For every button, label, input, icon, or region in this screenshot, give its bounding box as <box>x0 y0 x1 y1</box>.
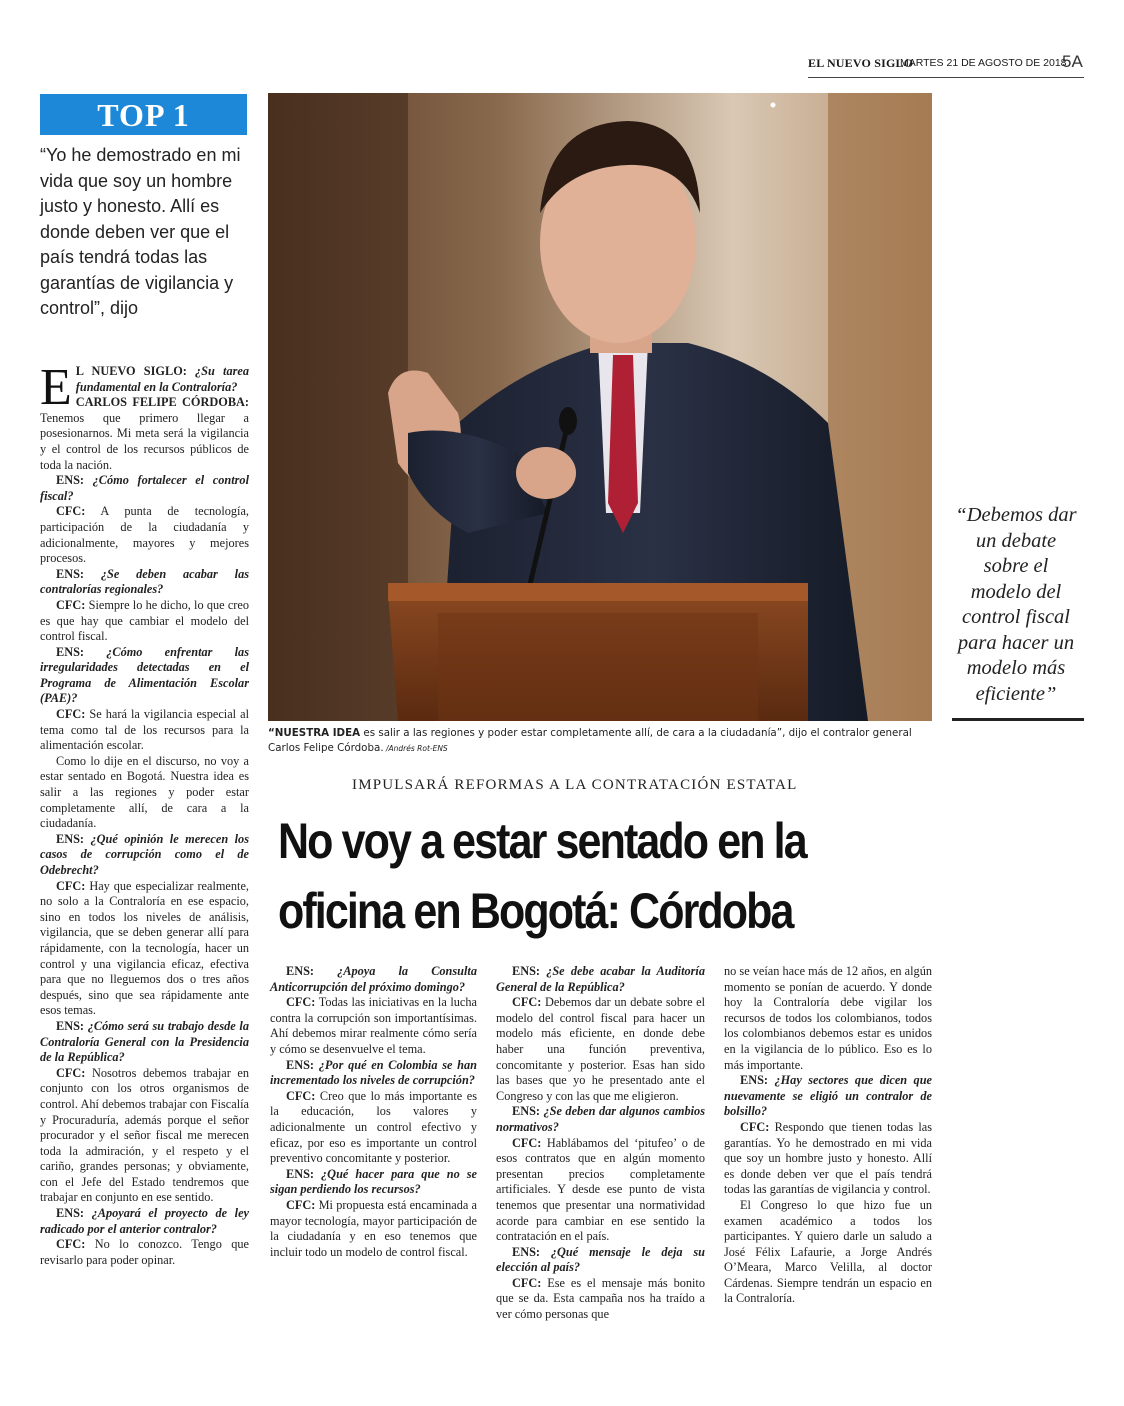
article-column-2 <box>270 964 477 1260</box>
paragraph-text: Hay que especializar realmente, no solo a la Contraloría en ese espacio, sino en todos los niveles de análisis, vigilancia, que se deben generar allí para rápidamente, con la tecnología, hacer un control y una vigilancia eficaz, efectiva para que no lleguemos dos o tres años después, sino que sea rápidamente ante esos temas. <box>40 878 249 1018</box>
paragraph-text: ¿Se debe acabar la Auditoría General de la República? <box>496 964 705 994</box>
speaker-tag: ENS: <box>286 1057 315 1072</box>
paragraph-text: Mi propuesta está encaminada a mayor tecnología, mayor participación de la ciudadanía y en eso tenemos que incluir todo un modelo de control fiscal. <box>270 1197 477 1259</box>
interview-answer <box>724 1198 932 1307</box>
intro-answer: Tenemos que primero llegar a posesionarnos. Mi meta será la vigilancia y el control de los recursos públicos de toda la nación. <box>40 410 249 472</box>
top-quote: “Yo he demostrado en mi vida que soy un hombre justo y honesto. Allí es donde deben ver que el país tendrá todas las garantías de vigilancia y control”, dijo <box>40 145 241 318</box>
speaker-tag: ENS: <box>512 964 541 978</box>
speaker-tag: ENS: <box>286 964 315 978</box>
article-intro <box>40 359 249 473</box>
paragraph-text: Siempre lo he dicho, lo que creo es que hay que cambiar el modelo del control fiscal. <box>40 597 249 644</box>
article-column-4 <box>724 964 932 1307</box>
interview-answer <box>496 1136 705 1245</box>
headline-line-2: oficina en Bogotá: Córdoba <box>278 883 793 939</box>
interview-answer <box>40 598 249 645</box>
kicker: IMPULSARÁ REFORMAS A LA CONTRATACIÓN ESTATAL <box>352 777 798 793</box>
page-number: 5A <box>1062 52 1083 71</box>
speaker-tag: CFC: <box>286 995 316 1010</box>
interview-question <box>496 1104 705 1135</box>
speaker-tag: CFC: <box>512 1275 542 1290</box>
paragraph-text: El Congreso lo que hizo fue un examen académico a todos los participantes. Y quiero darle un saludo a José Félix Lafaurie, a Jorge Andrés O’Meara, Marco Velilla, al doctor Cárdenas. Siempre tendrán un espacio en la Contraloría. <box>724 1197 932 1306</box>
paragraph-text: Ese es el mensaje más bonito que se da. Esta campaña nos ha traído a ver cómo personas que <box>496 1275 705 1322</box>
interview-question <box>496 1245 705 1276</box>
interview-question <box>270 964 477 995</box>
pull-quote: “Debemos dar un debate sobre el modelo del control fiscal para hacer un modelo más eficiente” <box>955 504 1077 705</box>
speaker-tag: ENS: <box>512 1104 541 1119</box>
interview-answer <box>40 879 249 1019</box>
paragraph-text: Todas las iniciativas en la lucha contra la corrupción son importantísimas. Ahí debemos mirar realmente cómo sería y cómo se desenvuelve el tema. <box>270 995 477 1056</box>
interview-answer <box>40 754 249 832</box>
paragraph-text: Como lo dije en el discurso, no voy a estar sentado en Bogotá. Nuestra idea es salir a las regiones y poder estar completamente allí, de cara a la ciudadanía. <box>40 753 249 831</box>
paragraph-text: ¿Qué opinión le merecen los casos de corrupción como el de Odebrecht? <box>40 831 249 877</box>
intro-who: L NUEVO SIGLO: <box>75 364 187 378</box>
left-paragraphs <box>40 473 249 1019</box>
speaker-tag: ENS: <box>56 644 85 659</box>
speaker-tag: ENS: <box>286 1166 315 1181</box>
headline <box>278 806 863 946</box>
speaker-tag: ENS: <box>56 831 85 846</box>
top-label: TOP 1 <box>97 97 190 133</box>
article-column-3 <box>496 964 705 1323</box>
paragraph-text: ¿Cómo fortalecer el control fiscal? <box>40 473 249 503</box>
left-tail-paragraphs <box>40 1019 249 1269</box>
interview-answer <box>40 504 249 566</box>
interview-answer <box>724 1120 932 1198</box>
interview-answer <box>724 964 932 1073</box>
interview-question <box>40 645 249 707</box>
speaker-tag: ENS: <box>56 1018 85 1033</box>
interview-question <box>40 473 249 504</box>
interview-question <box>40 1019 249 1066</box>
paragraph-text: ¿Apoya la Consulta Anticorrupción del próximo domingo? <box>270 964 477 994</box>
photo-caption <box>268 726 932 756</box>
interview-question <box>40 1206 249 1237</box>
speaker-illustration <box>268 93 932 721</box>
paragraph-text: ¿Qué hacer para que no se sigan perdiendo los recursos? <box>270 1166 477 1197</box>
caption-text: es salir a las regiones y poder estar completamente allí, de cara a la ciudadanía”, dijo el contralor general Carlos Felipe Córdoba. <box>268 727 912 754</box>
speaker-tag: CFC: <box>56 597 86 612</box>
interview-answer <box>40 1237 249 1268</box>
header-rule <box>808 77 1084 78</box>
paragraph-text: ¿Hay sectores que dicen que nuevamente se eligió un contralor de bolsillo? <box>724 1073 932 1119</box>
interview-question <box>40 832 249 879</box>
interview-answer <box>496 1276 705 1323</box>
article-column-left <box>40 359 249 1268</box>
pull-quote-rule <box>952 718 1084 721</box>
page-header <box>808 52 1088 76</box>
speaker-tag: CFC: <box>56 707 86 722</box>
interview-question <box>270 1167 477 1198</box>
speaker-tag: ENS: <box>56 1206 85 1221</box>
speaker-tag: ENS: <box>740 1073 769 1088</box>
interview-answer <box>270 995 477 1057</box>
intro-answer-who: CARLOS FELIPE CÓRDOBA: <box>75 395 249 410</box>
interview-answer <box>496 995 705 1104</box>
interview-question <box>724 1073 932 1120</box>
paragraph-text: No lo conozco. Tengo que revisarlo para poder opinar. <box>40 1237 249 1267</box>
paragraph-text: ¿Se deben acabar las contralorías regionales? <box>40 566 249 597</box>
paragraph-text: no se veían hace más de 12 años, en algún momento se ponían de acuerdo. Y donde hoy la Contraloría debe vigilar los recursos de todos los colombianos, todos los colombianos debemos estar es unidos en la vigilancia de lo público. Eso es lo más importante. <box>724 964 932 1072</box>
paragraph-text: ¿Apoyará el proyecto de ley radicado por el anterior contralor? <box>40 1206 249 1236</box>
speaker-tag: ENS: <box>56 566 85 581</box>
speaker-tag: CFC: <box>512 1135 542 1150</box>
interview-answer <box>40 707 249 754</box>
issue-date: MARTES 21 DE AGOSTO DE 2018 <box>900 57 1067 69</box>
caption-lead: “NUESTRA IDEA <box>268 727 361 739</box>
speaker-tag: CFC: <box>56 1237 86 1252</box>
speaker-tag: CFC: <box>286 1197 316 1212</box>
paragraph-text: ¿Cómo enfrentar las irregularidades detectadas en el Programa de Alimentación Escolar (PAE)? <box>40 644 249 706</box>
interview-question <box>270 1058 477 1089</box>
interview-answer <box>40 1066 249 1206</box>
interview-answer <box>270 1089 477 1167</box>
interview-question <box>40 567 249 598</box>
top-badge <box>40 94 247 135</box>
speaker-tag: CFC: <box>56 878 86 893</box>
newspaper-name: EL NUEVO SIGLO <box>808 56 914 70</box>
paragraph-text: Se hará la vigilancia especial al tema como tal de los recursos para la alimentación escolar. <box>40 707 249 753</box>
headline-line-1: No voy a estar sentado en la <box>278 813 806 869</box>
speaker-photo <box>268 93 932 721</box>
photo-credit: /Andrés Rot-ENS <box>383 744 448 753</box>
intro-question: ¿Su tarea fundamental en la Contraloría? <box>75 364 249 394</box>
paragraph-text: A punta de tecnología, participación de la ciudadanía y adicionalmente, mayores y mejores procesos. <box>40 504 249 566</box>
paragraph-text: Respondo que tienen todas las garantías. Yo he demostrado en mi vida que soy un hombre justo y honesto. Allí es donde deben ver que el país tendrá todas las garantías de vigilancia y control. <box>724 1119 932 1197</box>
dropcap: E <box>40 359 72 416</box>
interview-answer <box>270 1198 477 1260</box>
speaker-tag: CFC: <box>56 504 86 519</box>
speaker-tag: CFC: <box>512 995 542 1010</box>
speaker-tag: CFC: <box>740 1119 770 1134</box>
speaker-tag: CFC: <box>56 1065 86 1080</box>
interview-question <box>496 964 705 995</box>
paragraph-text: ¿Por qué en Colombia se han incrementado los niveles de corrupción? <box>270 1057 477 1088</box>
speaker-tag: ENS: <box>512 1244 541 1259</box>
paragraph-text: Creo que lo más importante es la educación, los valores y adicionalmente un control efectivo y eficaz, por eso es importante un control preventivo concomitante y posterior. <box>270 1088 477 1166</box>
paragraph-text: ¿Se deben dar algunos cambios normativos? <box>496 1104 705 1134</box>
paragraph-text: ¿Qué mensaje le deja su elección al país? <box>496 1244 705 1275</box>
speaker-tag: CFC: <box>286 1088 316 1103</box>
paragraph-text: ¿Cómo será su trabajo desde la Contraloría General con la Presidencia de la República? <box>40 1018 249 1065</box>
paragraph-text: Debemos dar un debate sobre el modelo del control fiscal para hacer un modelo más eficiente, en donde debe haber una función preventiva, concomitante y posterior. Esas han sido las bases que yo he presentado ante el Congreso y con las que me eligieron. <box>496 995 705 1103</box>
speaker-tag: ENS: <box>56 473 85 488</box>
paragraph-text: Hablábamos del ‘pitufeo’ o de esos contratos que en algún momento presentan precios completamente artificiales. Y desde ese punto de vista tenemos que presentar una normatividad acorde para cambiar en ese sentido la contratación en el país. <box>496 1135 705 1244</box>
paragraph-text: Nosotros debemos trabajar en conjunto con los otros organismos de control. Ahí debemos trabajar con Fiscalía y Procuraduría, además porque el señor procurador y el señor fiscal me merecen toda la admiración, y el respeto y el cariño, grandes personas; y obviamente, con el Jefe del Estado tendremos que trabajar en conjunto en ese sentido. <box>40 1065 249 1205</box>
